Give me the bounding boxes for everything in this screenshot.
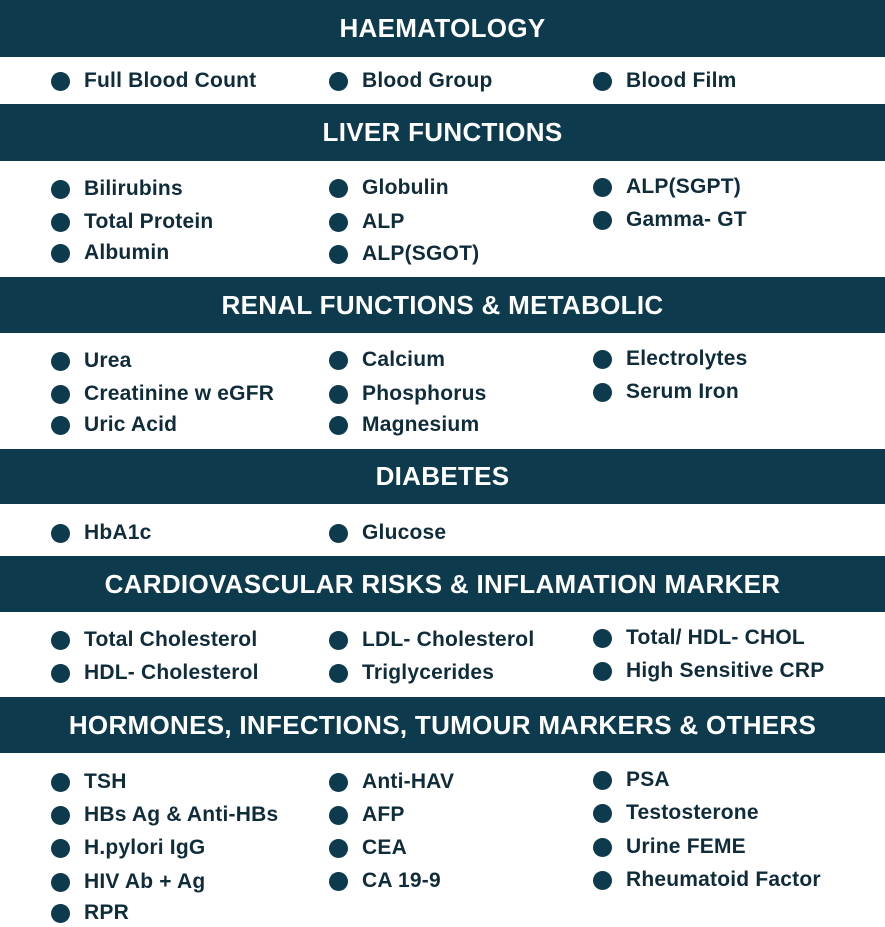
list-item-label: Albumin [84,241,170,264]
bullet-icon [329,524,348,543]
bullet-icon [593,72,612,91]
list-item-label: LDL- Cholesterol [362,628,535,651]
list-item-label: Rheumatoid Factor [626,868,821,891]
list-item [329,67,493,95]
bullet-icon [51,72,70,91]
list-item-label: AFP [362,803,405,826]
bullet-icon [51,904,70,923]
list-item [329,346,445,374]
list-item [329,519,446,547]
section-header-diabetes: DIABETES [0,449,885,504]
list-item-label: Glucose [362,521,447,544]
list-item [593,206,747,234]
list-item-label: CEA [362,836,407,859]
list-item-label: Calcium [362,348,446,371]
list-item [51,208,213,236]
list-item [51,380,274,408]
list-item-label: Gamma- GT [626,208,747,231]
bullet-icon [51,773,70,792]
bullet-icon [593,383,612,402]
bullet-icon [593,629,612,648]
list-item [329,626,534,654]
list-item-label: Urine FEME [626,835,746,858]
bullet-icon [329,385,348,404]
list-item [329,867,441,895]
list-item-label: ALP [362,210,405,233]
bullet-icon [329,806,348,825]
bullet-icon [329,631,348,650]
bullet-icon [329,773,348,792]
list-item [593,766,670,794]
bullet-icon [51,213,70,232]
list-item [51,239,169,267]
list-item-label: Globulin [362,176,449,199]
bullet-icon [51,524,70,543]
bullet-icon [329,213,348,232]
list-item-label: ALP(SGOT) [362,242,480,265]
list-item-label: Electrolytes [626,347,748,370]
section-header-renal-functions: RENAL FUNCTIONS & METABOLIC [0,277,885,333]
bullet-icon [329,416,348,435]
list-item-label: ALP(SGPT) [626,175,741,198]
list-item-label: HBs Ag & Anti-HBs [84,803,279,826]
bullet-icon [329,839,348,858]
list-item [593,67,737,95]
bullet-icon [593,350,612,369]
list-item-label: Total Cholesterol [84,628,258,651]
list-item-label: Bilirubins [84,177,183,200]
bullet-icon [51,385,70,404]
list-item [593,624,805,652]
list-item-label: Serum Iron [626,380,739,403]
bullet-icon [51,416,70,435]
list-item [329,801,405,829]
bullet-icon [51,180,70,199]
list-item-label: High Sensitive CRP [626,659,825,682]
list-item [593,173,741,201]
list-item [51,519,152,547]
bullet-icon [593,178,612,197]
bullet-icon [329,72,348,91]
bullet-icon [51,839,70,858]
list-item [329,174,449,202]
list-item [51,868,205,896]
bullet-icon [329,351,348,370]
bullet-icon [593,838,612,857]
bullet-icon [51,806,70,825]
list-item-label: CA 19-9 [362,869,441,892]
list-item-label: Total Protein [84,210,214,233]
section-header-liver-functions: LIVER FUNCTIONS [0,104,885,161]
list-item [329,768,454,796]
list-item [51,899,129,927]
list-item-label: Creatinine w eGFR [84,382,275,405]
list-item-label: Uric Acid [84,413,178,436]
list-item [329,240,479,268]
list-item [51,801,278,829]
list-item-label: RPR [84,901,129,924]
list-item [329,834,407,862]
list-item-label: Total/ HDL- CHOL [626,626,805,649]
bullet-icon [51,631,70,650]
section-header-hormones: HORMONES, INFECTIONS, TUMOUR MARKERS & OTHERS [0,697,885,753]
bullet-icon [329,664,348,683]
list-item [593,799,759,827]
list-item [51,768,127,796]
list-item-label: Blood Group [362,69,493,92]
list-item-label: Triglycerides [362,661,495,684]
list-item [329,411,479,439]
bullet-icon [593,771,612,790]
list-item-label: HIV Ab + Ag [84,870,206,893]
list-item-label: H.pylori IgG [84,836,206,859]
list-item [593,833,746,861]
list-item [51,67,256,95]
list-item-label: Phosphorus [362,382,487,405]
list-item-label: Anti-HAV [362,770,455,793]
list-item-label: Magnesium [362,413,480,436]
list-item [329,659,494,687]
list-item-label: Blood Film [626,69,737,92]
list-item [593,378,739,406]
list-item-label: HDL- Cholesterol [84,661,259,684]
bullet-icon [329,245,348,264]
bullet-icon [51,873,70,892]
section-header-haematology: HAEMATOLOGY [0,0,885,57]
bullet-icon [593,662,612,681]
list-item [329,380,487,408]
bullet-icon [51,352,70,371]
list-item-label: Full Blood Count [84,69,257,92]
bullet-icon [51,244,70,263]
list-item [593,866,821,894]
list-item [593,657,824,685]
list-item [51,626,257,654]
bullet-icon [593,211,612,230]
list-item [51,411,177,439]
list-item-label: Urea [84,349,132,372]
list-item [51,175,183,203]
bullet-icon [593,871,612,890]
list-item-label: PSA [626,768,670,791]
list-item [51,347,132,375]
bullet-icon [329,179,348,198]
list-item [51,659,259,687]
list-item [593,345,747,373]
list-item-label: Testosterone [626,801,759,824]
bullet-icon [51,664,70,683]
bullet-icon [593,804,612,823]
list-item [329,208,405,236]
list-item-label: TSH [84,770,127,793]
list-item-label: HbA1c [84,521,152,544]
list-item [51,834,205,862]
section-header-cardiovascular: CARDIOVASCULAR RISKS & INFLAMATION MARKER [0,556,885,612]
bullet-icon [329,872,348,891]
